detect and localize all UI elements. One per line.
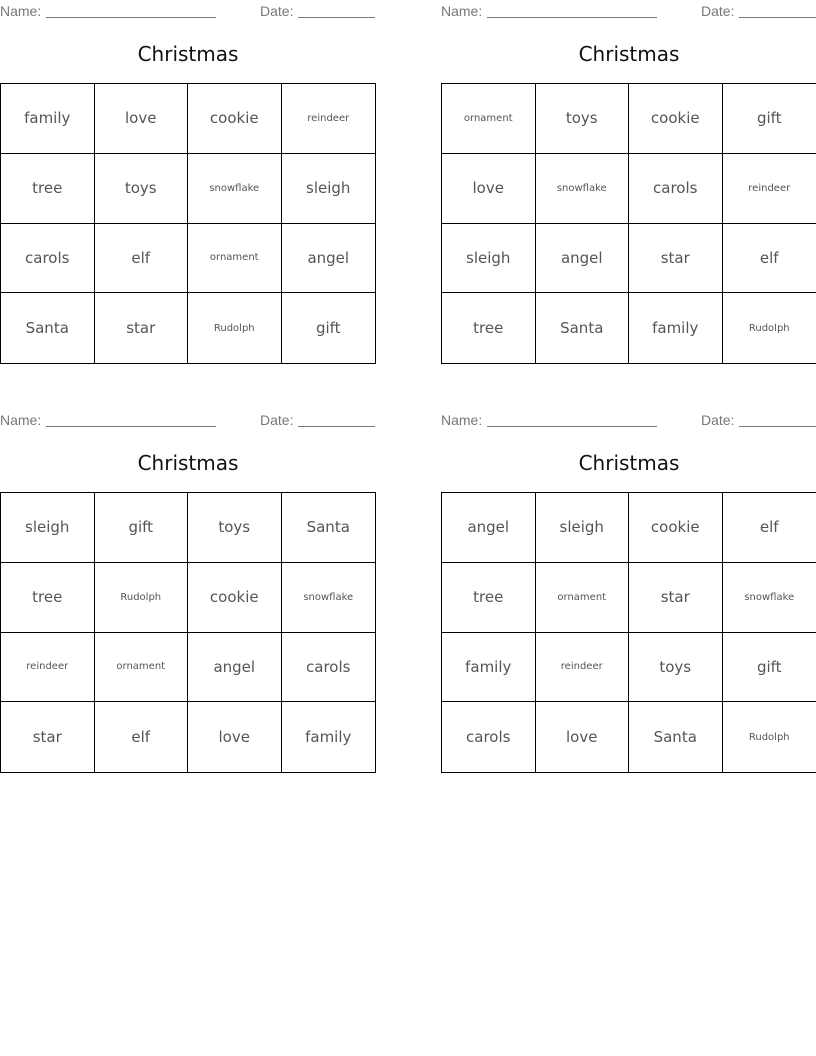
bingo-grid (441, 83, 816, 364)
bingo-cell: ornament (442, 84, 536, 154)
date-label: Date: (260, 3, 294, 19)
bingo-cell: family (442, 633, 536, 703)
bingo-cell: gift (95, 493, 189, 563)
name-line (487, 3, 657, 18)
bingo-cell: love (188, 702, 282, 772)
bingo-cell: sleigh (1, 493, 95, 563)
bingo-cell: Rudolph (188, 293, 282, 363)
bingo-cell: tree (1, 563, 95, 633)
name-field[interactable] (0, 412, 216, 428)
card-header (441, 412, 816, 428)
date-field[interactable] (260, 412, 375, 428)
bingo-cell: Santa (629, 702, 723, 772)
bingo-cell: toys (629, 633, 723, 703)
date-label: Date: (701, 412, 735, 428)
bingo-cell: tree (442, 293, 536, 363)
date-line (739, 3, 816, 18)
name-label: Name: (441, 412, 483, 428)
bingo-cell: elf (723, 493, 816, 563)
bingo-cell: star (1, 702, 95, 772)
date-label: Date: (701, 3, 735, 19)
bingo-cell: ornament (95, 633, 189, 703)
bingo-cell: cookie (188, 563, 282, 633)
card-header (441, 3, 816, 19)
name-label: Name: (0, 412, 42, 428)
bingo-cell: toys (95, 154, 189, 224)
bingo-cell: elf (723, 224, 816, 294)
name-label: Name: (0, 3, 42, 19)
date-field[interactable] (701, 412, 816, 428)
bingo-cell: tree (1, 154, 95, 224)
card-title: Christmas (578, 451, 680, 475)
bingo-cell: star (95, 293, 189, 363)
date-line (298, 3, 375, 18)
bingo-cell: reindeer (723, 154, 816, 224)
name-line (46, 3, 216, 18)
bingo-cell: snowflake (536, 154, 630, 224)
bingo-cell: carols (282, 633, 376, 703)
bingo-cell: elf (95, 224, 189, 294)
bingo-cell: elf (95, 702, 189, 772)
bingo-cell: love (536, 702, 630, 772)
bingo-cell: star (629, 563, 723, 633)
name-field[interactable] (0, 3, 216, 19)
bingo-cell: love (442, 154, 536, 224)
card-header (0, 3, 376, 19)
bingo-grid (0, 492, 376, 773)
date-line (739, 412, 816, 427)
bingo-cell: reindeer (536, 633, 630, 703)
date-field[interactable] (260, 3, 375, 19)
bingo-cell: Rudolph (95, 563, 189, 633)
bingo-cell: Santa (536, 293, 630, 363)
bingo-cell: carols (442, 702, 536, 772)
bingo-cell: cookie (629, 84, 723, 154)
bingo-cell: carols (629, 154, 723, 224)
bingo-cell: love (95, 84, 189, 154)
bingo-cell: carols (1, 224, 95, 294)
bingo-cell: snowflake (723, 563, 816, 633)
bingo-cell: ornament (188, 224, 282, 294)
name-line (46, 412, 216, 427)
bingo-cell: gift (723, 84, 816, 154)
bingo-cell: Rudolph (748, 322, 790, 334)
bingo-cell: angel (536, 224, 630, 294)
bingo-cell: gift (315, 319, 341, 338)
name-field[interactable] (441, 3, 657, 19)
bingo-cell: ornament (536, 563, 630, 633)
name-line (487, 412, 657, 427)
bingo-cell: reindeer (282, 84, 376, 154)
card-header (0, 412, 376, 428)
bingo-cell: toys (188, 493, 282, 563)
date-line (298, 412, 375, 427)
bingo-cell: sleigh (282, 154, 376, 224)
bingo-cell: sleigh (536, 493, 630, 563)
bingo-cell: Santa (1, 293, 95, 363)
bingo-cell: angel (282, 224, 376, 294)
bingo-card (441, 409, 816, 774)
bingo-card (0, 0, 376, 365)
bingo-cell: tree (442, 563, 536, 633)
bingo-cell: cookie (188, 84, 282, 154)
bingo-grid (0, 83, 376, 364)
bingo-cell: family (1, 84, 95, 154)
name-field[interactable] (441, 412, 657, 428)
bingo-cell: family (305, 728, 352, 747)
bingo-cell: Santa (282, 493, 376, 563)
bingo-cell: angel (442, 493, 536, 563)
bingo-card (0, 409, 376, 774)
bingo-cell: Rudolph (748, 731, 790, 743)
name-label: Name: (441, 3, 483, 19)
bingo-cell: family (629, 293, 723, 363)
card-title: Christmas (137, 451, 239, 475)
bingo-cell: toys (536, 84, 630, 154)
date-field[interactable] (701, 3, 816, 19)
date-label: Date: (260, 412, 294, 428)
bingo-cell: sleigh (442, 224, 536, 294)
bingo-cell: angel (188, 633, 282, 703)
bingo-card (441, 0, 816, 365)
bingo-cell: cookie (629, 493, 723, 563)
bingo-cell: star (629, 224, 723, 294)
bingo-grid (441, 492, 816, 773)
card-title: Christmas (137, 42, 239, 66)
card-title: Christmas (578, 42, 680, 66)
bingo-cell: snowflake (282, 563, 376, 633)
bingo-cell: snowflake (188, 154, 282, 224)
bingo-cell: gift (723, 633, 816, 703)
bingo-cell: reindeer (1, 633, 95, 703)
